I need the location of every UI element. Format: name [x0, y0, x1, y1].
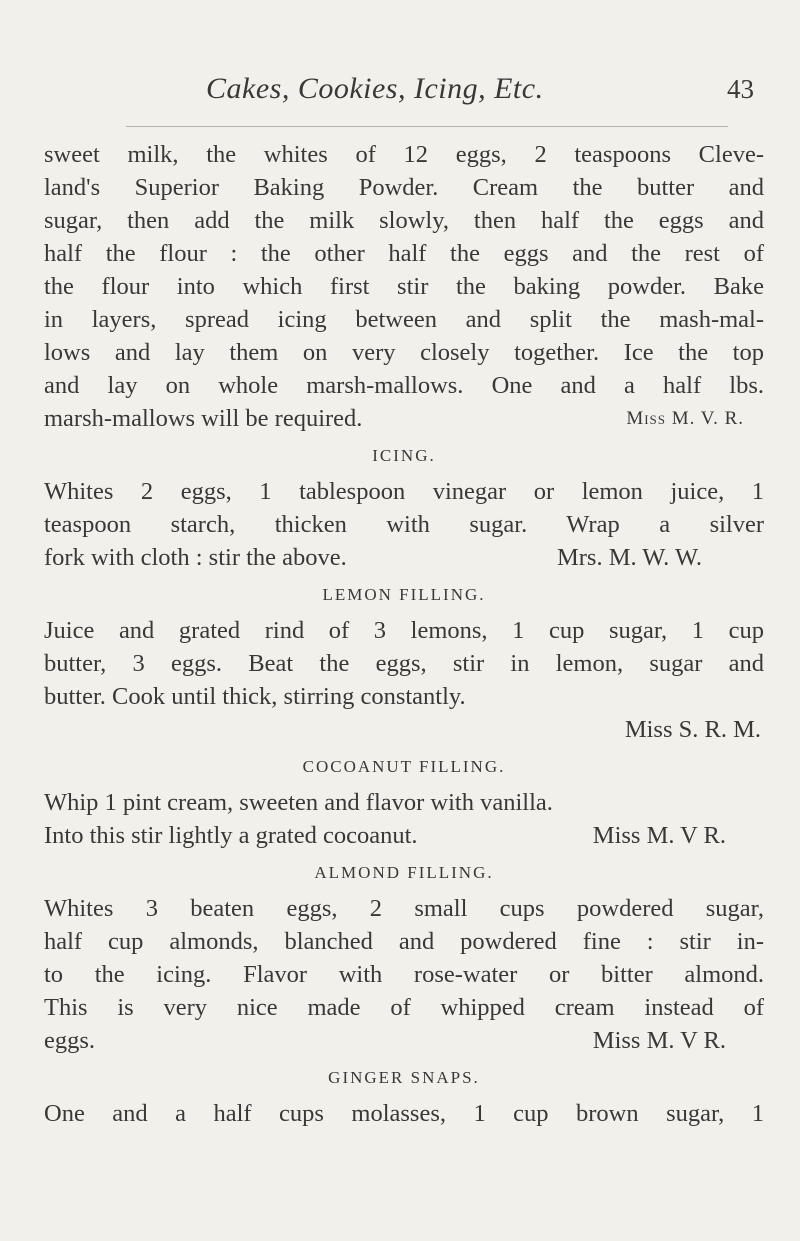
text-line: Into this stir lightly a grated cocoanut. — [44, 822, 418, 849]
recipe-heading: GINGER SNAPS. — [328, 1068, 480, 1087]
recipe-signature: Miss S. R. M. — [624, 716, 761, 743]
text-line: eggs. — [44, 1027, 96, 1054]
text-line: butter, 3 eggs. Beat the eggs, stir in lemon, sugar and — [44, 650, 764, 677]
text-line: butter. Cook until thick, stirring constantly. — [44, 683, 466, 710]
recipe-signature: Miss M. V R. — [592, 1027, 726, 1054]
recipe-ginger-snaps — [44, 1057, 764, 1130]
text-line: in layers, spread icing between and split the mash-mal- — [44, 306, 764, 333]
recipe-almond-filling — [44, 852, 764, 1057]
text-line: the flour into which first stir the baking powder. Bake — [44, 273, 764, 300]
text-line: Whites 2 eggs, 1 tablespoon vinegar or lemon juice, 1 — [44, 478, 764, 505]
recipe-signature: Miss M. V. R. — [626, 408, 744, 429]
recipe-heading: COCOANUT FILLING. — [302, 757, 506, 776]
text-line-with-signature — [44, 819, 764, 852]
recipe-cocoanut-filling — [44, 746, 764, 852]
running-head — [0, 72, 800, 112]
text-line: to the icing. Flavor with rose-water or bitter almond. — [44, 961, 764, 988]
recipe-marshmallow-cake — [44, 138, 764, 435]
text-line: One and a half cups molasses, 1 cup brown sugar, 1 — [44, 1100, 764, 1127]
text-line: sweet milk, the whites of 12 eggs, 2 teaspoons Cleve- — [44, 141, 764, 168]
text-line: sugar, then add the milk slowly, then half the eggs and — [44, 207, 764, 234]
body-text — [44, 138, 764, 1130]
recipe-heading: ALMOND FILLING. — [314, 863, 494, 882]
recipe-signature: Miss M. V R. — [592, 822, 726, 849]
text-line: half cup almonds, blanched and powdered fine : stir in- — [44, 928, 764, 955]
text-line: Whites 3 beaten eggs, 2 small cups powdered sugar, — [44, 895, 764, 922]
running-title: Cakes, Cookies, Icing, Etc. — [206, 72, 544, 105]
recipe-lemon-filling — [44, 574, 764, 746]
recipe-signature: Mrs. M. W. W. — [556, 544, 702, 571]
page-number: 43 — [727, 74, 754, 104]
text-line-with-signature — [44, 1024, 764, 1057]
header-rule — [126, 126, 728, 127]
text-line: land's Superior Baking Powder. Cream the butter and — [44, 174, 764, 201]
recipe-heading: ICING. — [372, 446, 436, 465]
recipe-heading: LEMON FILLING. — [322, 585, 486, 604]
text-line: half the flour : the other half the eggs and the rest of — [44, 240, 764, 267]
text-line: fork with cloth : stir the above. — [44, 544, 347, 571]
text-line: Whip 1 pint cream, sweeten and flavor with vanilla. — [44, 789, 553, 816]
text-line: marsh-mallows will be required. — [44, 405, 363, 432]
text-line-with-signature — [44, 541, 764, 574]
text-line: lows and lay them on very closely together. Ice the top — [44, 339, 764, 366]
text-line: Juice and grated rind of 3 lemons, 1 cup sugar, 1 cup — [44, 617, 764, 644]
text-line: This is very nice made of whipped cream instead of — [44, 994, 764, 1021]
text-line-with-signature — [44, 402, 764, 435]
text-line: and lay on whole marsh-mallows. One and a half lbs. — [44, 372, 764, 399]
text-line: teaspoon starch, thicken with sugar. Wrap a silver — [44, 511, 764, 538]
recipe-icing — [44, 435, 764, 574]
